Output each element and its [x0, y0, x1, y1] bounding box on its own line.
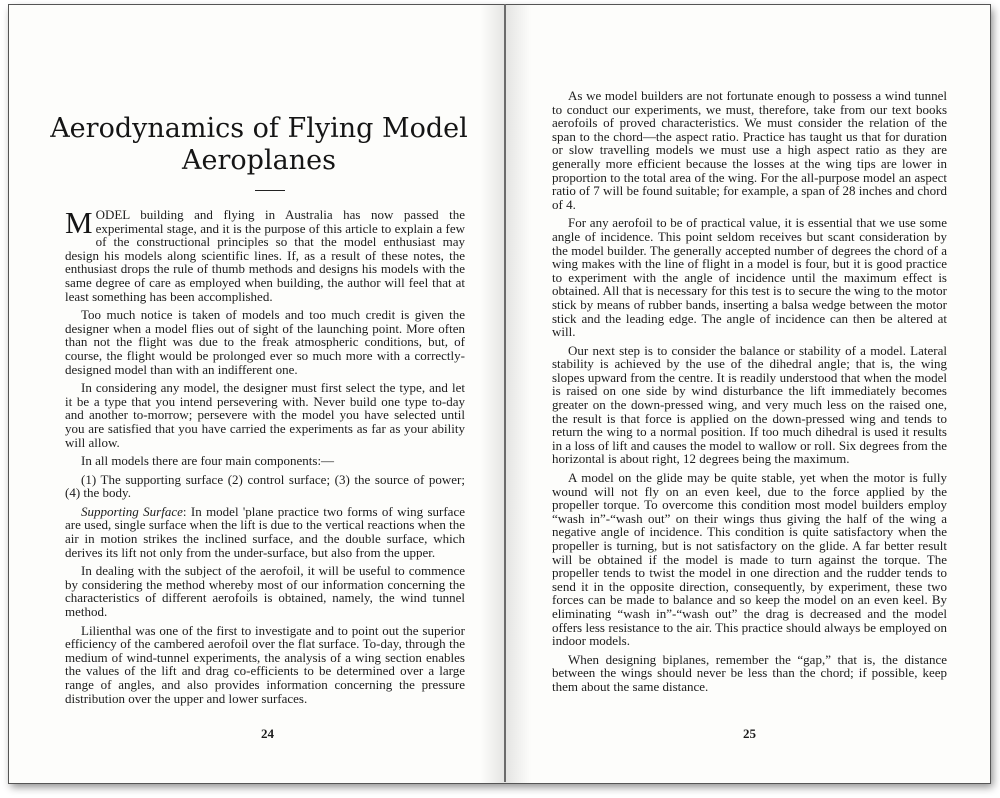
- page-number-left: 24: [261, 726, 274, 741]
- intro-text: ODEL building and flying in Australia has now passed the experimental stage, and it is the purpose of this article to explain a few of the constructional principles so that the model enthusiast may design his models along scientific lines. If, as a result of these notes, the enthusiast drops the rule of thumb methods and designs his models with the same degree of care as employed when building, the author will feel that at least something has been accomplished.: [65, 207, 465, 304]
- right-paragraph-5: When designing biplanes, remember the “gap,” that is, the distance between the wings should never be less than the chord; if possible, keep them about the same distance.: [552, 651, 947, 694]
- intro-paragraph: [65, 205, 465, 304]
- left-column-text: [65, 205, 465, 706]
- page-number-right: 25: [743, 726, 756, 741]
- paragraph-7: In dealing with the subject of the aerofoil, it will be useful to commence by considering the method whereby most of our information concerning the characteristics of different aerofoils is obtained, namely, the wind tunnel method.: [65, 563, 465, 620]
- paragraph-6: [65, 505, 465, 559]
- paragraph-5: (1) The supporting surface (2) control surface; (3) the source of power; (4) the body.: [65, 471, 465, 501]
- paragraph-8: Lilienthal was one of the first to investigate and to point out the superior efficiency of the cambered aerofoil over the flat surface. To-day, through the medium of wind-tunnel experiments, the analysis of a wing section enables the values of the lift and drag co-efficients to be determined over a large range of angles, and also provides information concerning the pressure distribution over the upper and lower surfaces.: [65, 622, 465, 706]
- drop-cap: M: [65, 205, 93, 240]
- paragraph-2: Too much notice is taken of models and too much credit is given the designer when a model flies out of sight of the launching point. More often than not the flight was due to the freak atmospheric conditions, but, of course, the flight would be prolonged ever so much more with a correctly-designed model than with an indifferent one.: [65, 307, 465, 377]
- right-paragraph-1: As we model builders are not fortunate enough to possess a wind tunnel to conduct our experiments, we must, therefore, take from our text books aerofoils of proved characteristics. We must consider the relation of the span to the chord—the aspect ratio. Practice has taught us that for duration or slow travelling models we must use a high aspect ratio as they are generally more efficient because the losses at the wing tips are lower in proportion to the total area of the wing. For the all-purpose model an aspect ratio of 7 will be found suitable; for example, a span of 28 inches and chord of 4.: [552, 88, 947, 212]
- right-page: [505, 4, 991, 784]
- paragraph-4: In all models there are four main components:—: [81, 453, 335, 469]
- right-paragraph-4: A model on the glide may be quite stable, yet when the motor is fully wound will not fly on an even keel, due to the force applied by the propeller torque. To overcome this condition most model builders employ “wash in”-“wash out” on their wings thus giving the half of the wing a negative angle of incidence. This condition is quite satisfactory when the propeller is turning, but is not satisfactory on the glide. A far better result will be obtained if the model is made to turn against the torque. The propeller tends to twist the model in one direction and the rudder tends to send it in the opposite direction, consequently, by experiment, these two forces can be made to balance and so keep the model on an even keel. By eliminating “wash in”-“wash out” the drag is decreased and the model offers less resistance to the air. This practice should always be employed on indoor models.: [552, 470, 947, 649]
- title-line-2: Aeroplanes: [182, 145, 336, 176]
- title-line-1: Aerodynamics of Flying Model: [50, 113, 468, 144]
- paragraph-6-text: : In model 'plane practice two forms of wing surface are used, single surface when the lift is due to the vertical reactions when the air in motion strikes the inclined surface, and the double surface, which derives its lift not only from the under-surface, but also from the upper.: [65, 503, 465, 560]
- gutter-shadow-right: [505, 5, 531, 783]
- left-page: [8, 4, 506, 784]
- book-gutter: [504, 4, 506, 782]
- title-divider: [255, 190, 285, 191]
- paragraph-3: In considering any model, the designer must first select the type, and let it be a type that you intend persevering with. Never build one type to-day and another to-morrow; persevere with the model you have selected until you are satisfied that you have carried the experiments as far as your ability will allow.: [65, 380, 465, 450]
- right-paragraph-2: For any aerofoil to be of practical value, it is essential that we use some angle of incidence. This point seldom receives but scant consideration by the model builder. The generally accepted number of degrees the chord of a wing makes with the line of flight in a model is four, but it is good practice to experiment with the angle of incidence until the maximum effect is obtained. All that is necessary for this test is to secure the wing to the motor stick by means of rubber bands, inserting a balsa wedge between the motor stick and the leading edge. The angle of incidence can then be altered at will.: [552, 215, 947, 340]
- article-title: [49, 113, 469, 177]
- right-paragraph-3: Our next step is to consider the balance or stability of a model. Lateral stability is achieved by the use of the dihedral angle; that is, the wing slopes upward from the centre. It is readily understood that when the model is raised on one side by wind disturbance the lift immediately becomes greater on the down-pressed wing, and very much less on the raised one, the result is that force is applied on the down-pressed wing and tends to return the wing to a normal position. If too much dihedral is used it results in a loss of lift and causes the model to wallow or roll. Six degrees from the horizontal is about right, 12 degrees being the maximum.: [552, 342, 947, 467]
- right-column-text: [552, 89, 947, 694]
- supporting-surface-heading: Supporting Surface: [81, 503, 183, 519]
- gutter-shadow-left: [480, 5, 506, 783]
- book-spread: [8, 4, 990, 782]
